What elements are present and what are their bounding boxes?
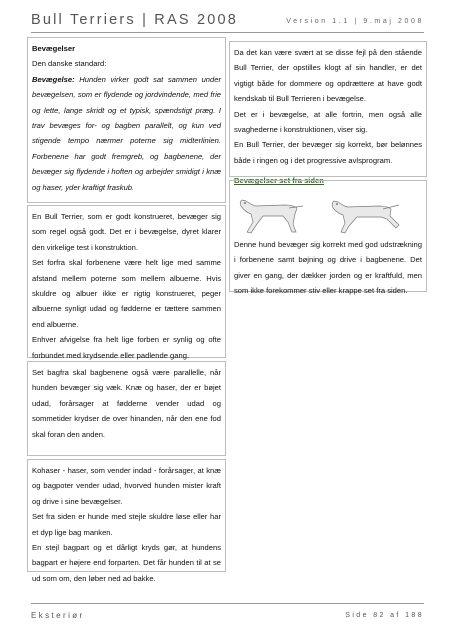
side-movement-heading: Bevægelser set fra siden — [234, 176, 324, 186]
document-title: Bull Terriers | RAS 2008 — [31, 12, 239, 28]
page-header — [31, 12, 424, 34]
paragraph: Set bagfra skal bagbenene også være parallelle, når hunden bevæger sig væk. Knæ og haser, der er bøjet udad, forårsager at fødderne vender udad og sommetider krydser de over hinanden, når den ene fod skal foran den anden. — [32, 368, 221, 439]
side-movement-box — [229, 180, 427, 296]
paragraph: Kohaser - haser, som vender indad - forårsager, at knæ og bagpoter vender udad, hvorved hunden mister kraft og drive i sine bevægelser. — [32, 466, 221, 506]
paragraph: Enhver afvigelse fra helt lige forben er synlig og ofte forbundet med krydsende eller padlende gang. — [32, 335, 221, 360]
section-heading: Bevægelser — [32, 44, 76, 53]
paragraph: Set fra siden er hunde med stejle skuldre løse eller har et dyp lige bag manken. — [32, 512, 221, 537]
paragraph: En Bull Terrier, som er godt konstrueret, bevæger sig som regel også godt. Det er i bevægelse, dyret klarer den virkelige test i konstruktion. — [32, 212, 221, 252]
paragraph: Denne hund bevæger sig korrekt med god udstrækning i forbenene samt bøjning og drive i bagbenene. Det giver en gang, der dækker jorden og er kraftfuld, men som ikke forekommer stiv eller krappe set fra siden. — [234, 240, 422, 296]
paragraph: En Bull Terrier, der bevæger sig korrekt, bør belønnes både i ringen og i det progressive avlsprogram. — [234, 140, 422, 165]
footer-rule — [31, 603, 424, 604]
standard-box — [27, 37, 226, 203]
paragraph: Da det kan være svært at se disse fejl på den stående Bull Terrier, der opstilles klogt af sin handler, er det vigtigt både for dommere og opdrættere at have godt kendskab til Bull Terrieren i bevægelse. — [234, 48, 422, 104]
paragraph: Det er i bevægelse, at alle fortrin, men også alle svaghederne i konstruktionen, viser sig. — [234, 109, 422, 135]
footer-section: Eksteriør — [31, 611, 85, 620]
standard-subheading: Den danske standard: — [32, 59, 107, 69]
movement-intro-box — [229, 41, 427, 186]
rear-movement-box — [27, 361, 226, 456]
document-version: Version 1.1 | 9.maj 2008 — [286, 18, 424, 25]
standard-text — [32, 72, 221, 195]
standard-label: Bevægelse: — [32, 74, 75, 84]
paragraph: En stejl bagpart og et dårligt kryds gør, at hundens bagpart er højere end forparten. Det får hunden til at se ud som om, den løber ned ad bakke. — [32, 543, 221, 583]
paragraph: Set forfra skal forbenene være helt lige med samme afstand mellem poterne som mellem albuerne. Hvis skuldre og albuer ikke er rigtig konstrueret, peger albuerne synligt udad og fødderne er tættere sammen end albuerne. — [32, 258, 221, 329]
hocks-box — [27, 459, 226, 583]
standard-body: Hunden virker godt sat sammen under bevægelsen, som er flydende og jordvindende, med frie og lette, lange skridt og et typisk, spændstigt præg. I trav bevæges for- og bagben parallelt, og kun ved stigende tempo nærmer poterne sig midterlinien. Forbenene har godt fremgreb, og bagbenene, der bevæger sig flydende i hoften og arbejder smidigt i knæ og haser, yder kraftigt fraskub. — [32, 74, 221, 192]
front-movement-box — [27, 205, 226, 358]
header-rule — [31, 32, 424, 33]
page-number: Side 82 af 188 — [345, 612, 424, 619]
